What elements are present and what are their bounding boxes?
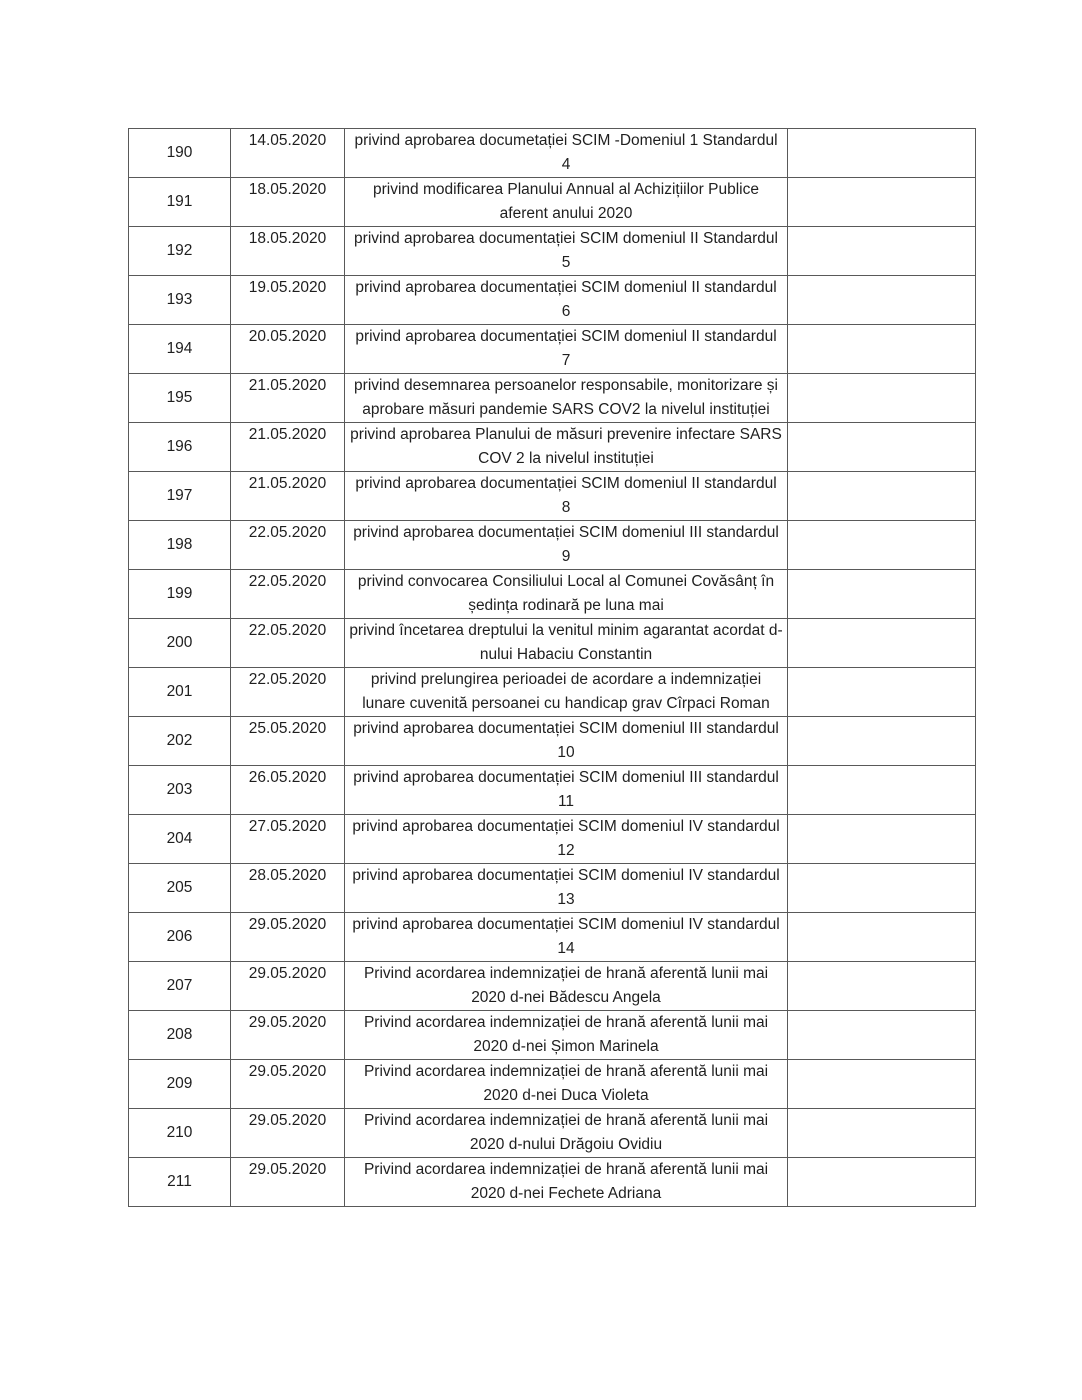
table-row [129, 276, 976, 325]
table-row [129, 325, 976, 374]
decision-date-cell: 18.05.2020 [231, 178, 345, 227]
decision-notes-cell [788, 570, 976, 619]
decision-notes-cell [788, 864, 976, 913]
decision-notes-cell [788, 619, 976, 668]
decision-description-cell: privind aprobarea documentației SCIM domeniul III standardul 9 [345, 521, 788, 570]
decision-date-cell: 22.05.2020 [231, 570, 345, 619]
decision-description-cell: privind aprobarea documentației SCIM domeniul II Standardul 5 [345, 227, 788, 276]
decision-date-cell: 22.05.2020 [231, 619, 345, 668]
decision-notes-cell [788, 962, 976, 1011]
decision-date-cell: 21.05.2020 [231, 472, 345, 521]
decision-number-cell: 193 [129, 276, 231, 325]
decision-notes-cell [788, 913, 976, 962]
decision-date-cell: 29.05.2020 [231, 962, 345, 1011]
decision-notes-cell [788, 178, 976, 227]
decision-number-cell: 196 [129, 423, 231, 472]
decision-date-cell: 28.05.2020 [231, 864, 345, 913]
table-row [129, 619, 976, 668]
decision-description-cell: privind aprobarea documentației SCIM domeniul IV standardul 14 [345, 913, 788, 962]
decision-date-cell: 29.05.2020 [231, 1109, 345, 1158]
table-row [129, 1011, 976, 1060]
decision-number-cell: 197 [129, 472, 231, 521]
decision-number-cell: 207 [129, 962, 231, 1011]
decision-notes-cell [788, 374, 976, 423]
decision-description-cell: privind desemnarea persoanelor responsabile, monitorizare și aprobare măsuri pandemie SARS COV2 la nivelul instituției [345, 374, 788, 423]
decision-notes-cell [788, 325, 976, 374]
decisions-table [128, 128, 976, 1207]
decision-description-cell: privind convocarea Consiliului Local al Comunei Covăsânț în ședința rodinară pe luna mai [345, 570, 788, 619]
decision-number-cell: 198 [129, 521, 231, 570]
table-row [129, 521, 976, 570]
decision-description-cell: Privind acordarea indemnizației de hrană aferentă lunii mai 2020 d-nei Șimon Marinela [345, 1011, 788, 1060]
decision-number-cell: 206 [129, 913, 231, 962]
decision-number-cell: 202 [129, 717, 231, 766]
decision-number-cell: 204 [129, 815, 231, 864]
table-row [129, 570, 976, 619]
decision-description-cell: privind încetarea dreptului la venitul minim agarantat acordat d-nului Habaciu Constantin [345, 619, 788, 668]
table-row [129, 227, 976, 276]
table-row [129, 864, 976, 913]
decision-description-cell: privind aprobarea documentației SCIM domeniul II standardul 6 [345, 276, 788, 325]
decision-number-cell: 203 [129, 766, 231, 815]
decision-date-cell: 26.05.2020 [231, 766, 345, 815]
table-row [129, 717, 976, 766]
decision-number-cell: 208 [129, 1011, 231, 1060]
table-row [129, 962, 976, 1011]
decision-date-cell: 29.05.2020 [231, 913, 345, 962]
decision-date-cell: 29.05.2020 [231, 1158, 345, 1207]
decision-date-cell: 20.05.2020 [231, 325, 345, 374]
decision-number-cell: 194 [129, 325, 231, 374]
table-row [129, 815, 976, 864]
decision-description-cell: privind aprobarea Planului de măsuri prevenire infectare SARS COV 2 la nivelul instituției [345, 423, 788, 472]
decision-description-cell: Privind acordarea indemnizației de hrană aferentă lunii mai 2020 d-nului Drăgoiu Ovidiu [345, 1109, 788, 1158]
decision-description-cell: privind aprobarea documentației SCIM domeniul III standardul 10 [345, 717, 788, 766]
decision-notes-cell [788, 1060, 976, 1109]
decision-number-cell: 205 [129, 864, 231, 913]
decision-date-cell: 29.05.2020 [231, 1011, 345, 1060]
decision-date-cell: 21.05.2020 [231, 374, 345, 423]
table-row [129, 472, 976, 521]
decision-notes-cell [788, 815, 976, 864]
table-row [129, 1109, 976, 1158]
decision-notes-cell [788, 276, 976, 325]
decision-number-cell: 190 [129, 129, 231, 178]
decision-notes-cell [788, 472, 976, 521]
decision-number-cell: 191 [129, 178, 231, 227]
decision-number-cell: 209 [129, 1060, 231, 1109]
decision-description-cell: privind modificarea Planului Annual al Achizițiilor Publice aferent anului 2020 [345, 178, 788, 227]
table-row [129, 423, 976, 472]
decision-date-cell: 22.05.2020 [231, 521, 345, 570]
decision-notes-cell [788, 423, 976, 472]
decision-notes-cell [788, 227, 976, 276]
decision-description-cell: Privind acordarea indemnizației de hrană aferentă lunii mai 2020 d-nei Duca Violeta [345, 1060, 788, 1109]
table-row [129, 913, 976, 962]
decision-date-cell: 27.05.2020 [231, 815, 345, 864]
table-row [129, 668, 976, 717]
decision-date-cell: 18.05.2020 [231, 227, 345, 276]
decision-date-cell: 29.05.2020 [231, 1060, 345, 1109]
decision-date-cell: 14.05.2020 [231, 129, 345, 178]
decision-number-cell: 192 [129, 227, 231, 276]
decision-number-cell: 200 [129, 619, 231, 668]
decision-description-cell: privind prelungirea perioadei de acordare a indemnizației lunare cuvenită persoanei cu handicap grav Cîrpaci Roman [345, 668, 788, 717]
decision-description-cell: privind aprobarea documentației SCIM domeniul II standardul 8 [345, 472, 788, 521]
decision-date-cell: 25.05.2020 [231, 717, 345, 766]
decision-notes-cell [788, 717, 976, 766]
decision-number-cell: 211 [129, 1158, 231, 1207]
decision-notes-cell [788, 521, 976, 570]
decision-description-cell: privind aprobarea documetației SCIM -Domeniul 1 Standardul 4 [345, 129, 788, 178]
decision-notes-cell [788, 129, 976, 178]
decisions-table-body [129, 129, 976, 1207]
decision-notes-cell [788, 1109, 976, 1158]
decision-number-cell: 199 [129, 570, 231, 619]
decision-description-cell: Privind acordarea indemnizației de hrană aferentă lunii mai 2020 d-nei Bădescu Angela [345, 962, 788, 1011]
table-row [129, 1158, 976, 1207]
decision-date-cell: 19.05.2020 [231, 276, 345, 325]
decision-notes-cell [788, 668, 976, 717]
decision-number-cell: 210 [129, 1109, 231, 1158]
decision-description-cell: privind aprobarea documentației SCIM domeniul III standardul 11 [345, 766, 788, 815]
decision-description-cell: privind aprobarea documentației SCIM domeniul IV standardul 12 [345, 815, 788, 864]
decision-description-cell: Privind acordarea indemnizației de hrană aferentă lunii mai 2020 d-nei Fechete Adriana [345, 1158, 788, 1207]
decision-notes-cell [788, 766, 976, 815]
decision-number-cell: 201 [129, 668, 231, 717]
decision-description-cell: privind aprobarea documentației SCIM domeniul IV standardul 13 [345, 864, 788, 913]
table-row [129, 129, 976, 178]
table-row [129, 766, 976, 815]
decision-number-cell: 195 [129, 374, 231, 423]
decision-date-cell: 22.05.2020 [231, 668, 345, 717]
decision-notes-cell [788, 1011, 976, 1060]
decision-date-cell: 21.05.2020 [231, 423, 345, 472]
decision-description-cell: privind aprobarea documentației SCIM domeniul II standardul 7 [345, 325, 788, 374]
table-row [129, 178, 976, 227]
table-row [129, 1060, 976, 1109]
decision-notes-cell [788, 1158, 976, 1207]
table-row [129, 374, 976, 423]
